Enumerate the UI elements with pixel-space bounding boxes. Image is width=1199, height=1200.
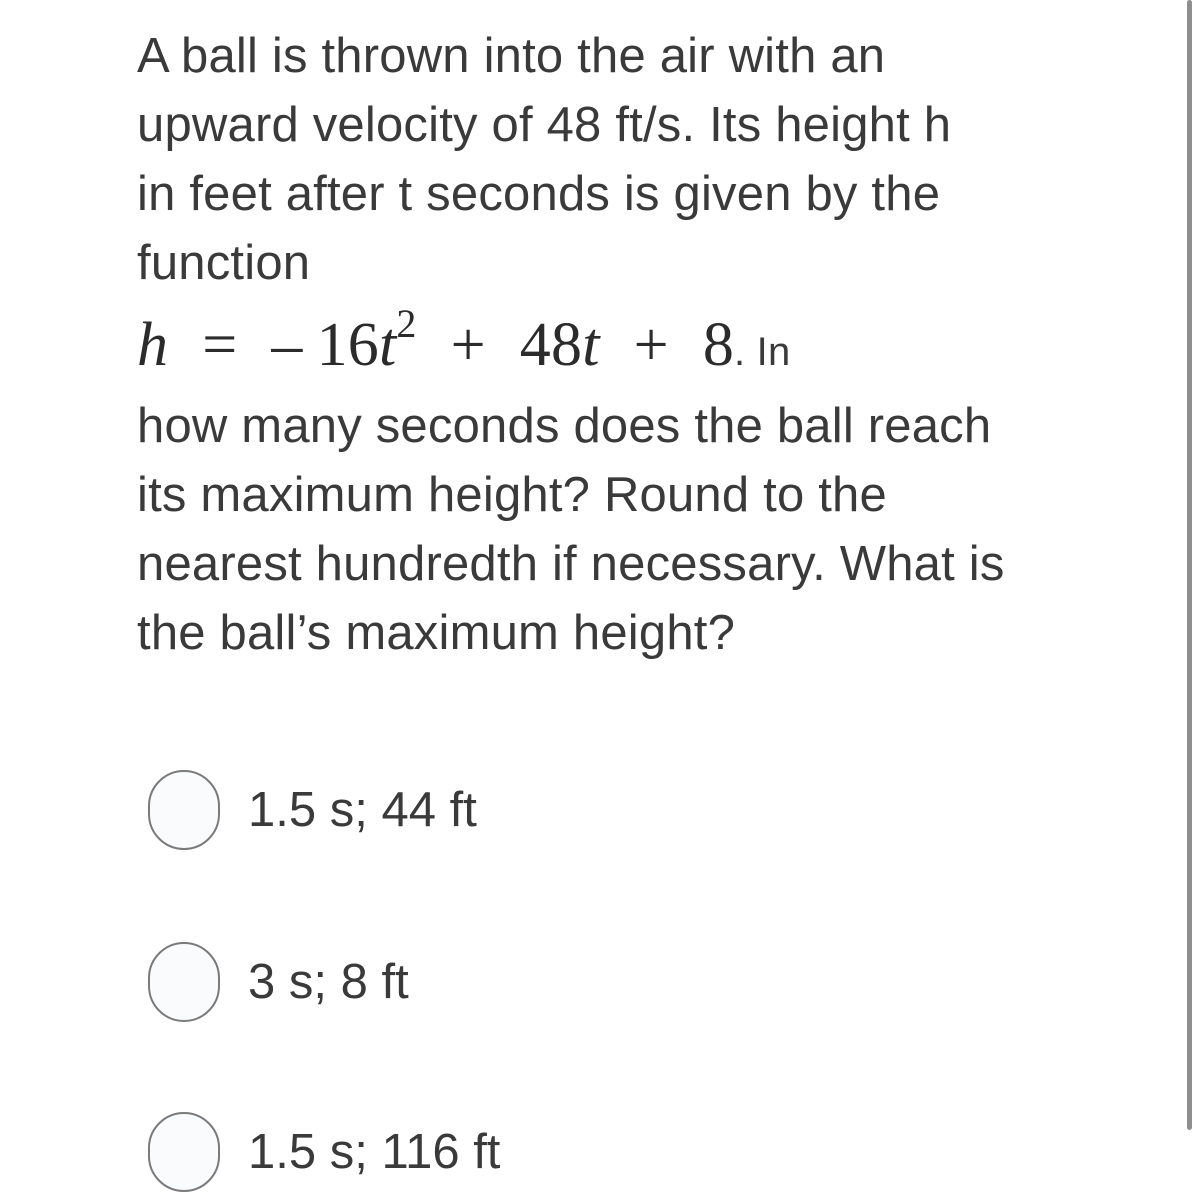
radio-button[interactable]	[148, 770, 220, 850]
height-formula	[137, 301, 735, 379]
formula-trailing-text: In	[745, 330, 791, 374]
question-line: A ball is thrown into the air with an	[137, 29, 886, 83]
question-line: nearest hundredth if necessary. What is	[137, 537, 1005, 591]
formula-coefficient-16: 16	[316, 311, 379, 379]
vertical-scrollbar[interactable]	[1187, 0, 1192, 1130]
answer-option-label[interactable]: 1.5 s; 116 ft	[248, 1125, 501, 1179]
answer-option[interactable]	[148, 942, 409, 1022]
answer-option-label[interactable]: 3 s; 8 ft	[248, 955, 409, 1009]
question-line: function	[137, 236, 311, 290]
radio-button[interactable]	[148, 1112, 220, 1192]
answer-option-label[interactable]: 1.5 s; 44 ft	[248, 783, 477, 837]
formula-period: .	[734, 330, 746, 374]
formula-variable-t: t	[582, 311, 600, 379]
formula-minus: –	[271, 311, 303, 379]
formula-variable-h: h	[137, 311, 169, 379]
answer-option[interactable]	[148, 770, 477, 850]
formula-plus: +	[633, 311, 669, 379]
question-line: the ball’s maximum height?	[137, 606, 736, 660]
question-line: how many seconds does the ball reach	[137, 399, 992, 453]
answer-option[interactable]	[148, 1112, 500, 1192]
question-line: in feet after t seconds is given by the	[137, 167, 941, 221]
question-text	[137, 22, 1137, 668]
radio-button[interactable]	[148, 942, 220, 1022]
formula-equals: =	[202, 311, 238, 379]
formula-variable-t: t	[378, 311, 397, 379]
question-line: its maximum height? Round to the	[137, 468, 887, 522]
formula-plus: +	[450, 311, 486, 379]
formula-line	[137, 298, 1137, 392]
formula-exponent: 2	[396, 301, 417, 347]
formula-constant: 8	[702, 311, 735, 379]
question-line: upward velocity of 48 ft/s. Its height h	[137, 98, 952, 152]
formula-coefficient-48: 48	[519, 311, 583, 379]
